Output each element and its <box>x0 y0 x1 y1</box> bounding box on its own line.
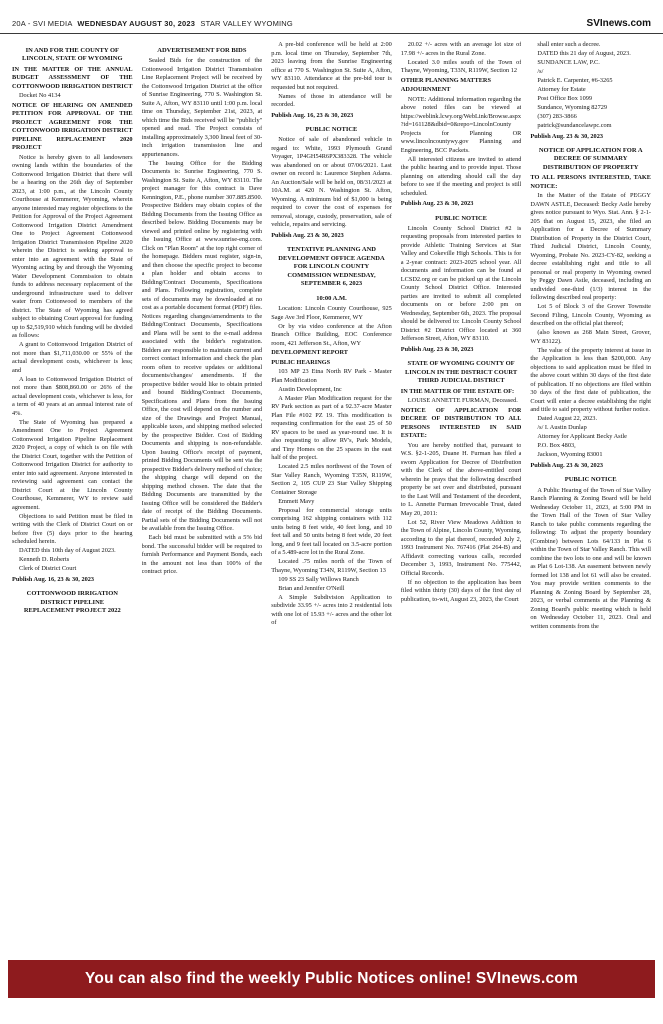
notice-paragraph: Kenneth D. Roberts <box>19 556 70 564</box>
publish-line: Publish Aug. 23 & 30, 2023 <box>400 200 474 207</box>
publish-line: Publish Aug. 23 & 30, 2023 <box>271 231 344 239</box>
notice-paragraph: Proposal for commercial storage units comprising 162 shipping containers with 112 units being 8 feet wide, 40 feet long, and 10 feet tall and 50 units being 8 feet wide, 20 feet long, and 9 feet tall located on 3.5-acre portion of a 5.489-acre lot in the Rural Zone. <box>271 506 392 557</box>
notice-paragraph: Location: Lincoln County Courthouse, 925 Sage Ave 3rd Floor, Kemmerer, WY <box>271 305 392 321</box>
header-left <box>12 19 293 28</box>
notice-paragraph: shall enter such a decree. <box>537 41 601 48</box>
notice-heading: TENTATIVE PLANNING AND DEVELOPMENT OFFICE AGENDA FOR LINCOLN COUNTY COMMISSION WEDNESDAY, SEPTEMBER 6, 2023 <box>278 246 385 288</box>
notice-subheading: TO ALL PERSONS INTERESTED, TAKE NOTICE: <box>530 174 651 190</box>
website-url: SVInews.com <box>586 18 651 29</box>
notice-paragraph: Objections to said Petition must be filed in writing with the Clerk of District Court on or before five (5) days prior to the hearing scheduled herein. <box>12 512 133 546</box>
notice-paragraph: The value of the property interest at issue in the Application is less than $200,000. Any objections to said application must be filed in the above court within 30 days of the first date of publication. If no objections are filed within 30 days of the first date of publication, the Court will enter a decree establishing the right and title to said property without further notice. <box>530 346 651 414</box>
notice-paragraph: All interested citizens are invited to attend the public hearing and to provide input. Those planning on attending should call the day before to see if the meeting and project is still scheduled. <box>400 155 522 197</box>
notice-paragraph: A Simple Subdivision Application to subdivide 33.95 +/- acres into 2 residential lots with one lot of 15.93 +/- acres and the other lot of <box>271 593 392 627</box>
notice-paragraph: 103 MP 23 Etna North RV Park - Master Plan Modification <box>271 368 392 384</box>
notice-paragraph: A Master Plan Modification request for the RV Park section as part of a 92.37-acre Master Plan File #102 PZ 19. This modification is requesting confirmation for the east 25 of 50 RV spaces to be used as year-round use. It is also requesting to allow RV's, Park Models, and Tiny Homes on the 25 spaces in the east half of the project. <box>271 394 392 462</box>
notice-heading: PUBLIC NOTICE <box>305 126 358 133</box>
notice-heading: ADVERTISEMENT FOR BIDS <box>157 47 247 54</box>
notice-paragraph: Lot 5 of Block 3 of the Grover Townsite Second Filing, Lincoln County, Wyoming as described on the official plat thereof; <box>530 303 651 328</box>
notice-paragraph: Notice is hereby given to all landowners owning lands within the boundaries of the Cottonwood Irrigation District that there will be a hearing on the 26th day of September 2023, at 1:00 p.m., at the Lincoln County Courthouse at Kemmerer, Wyoming, wherein anyone interested may register objections to the Petition for Approval of the Project Agreement Cottonwood Irrigation District Amendment One to Project Agreement Cottonwood Irrigation District Transmission Pipeline 2020 wherein the District is seeking approval to enter into an agreement with the State of Wyoming acting by and through the Wyoming Water Development Commission to obtain funds to address necessary replacement of the underground infrastructure used to deliver water from Cottonwood to members of the district. The State of Wyoming has agreed subject to obtaining Court approval for funding up to $2,519,910 which funding will be divided as follows: <box>12 153 133 340</box>
notice-heading: PUBLIC NOTICE <box>435 214 488 222</box>
notice-paragraph: If no objection to the application has been filed within thirty (30) days of the first day of publication, to-wit, August 23, 2023, the Court <box>400 578 522 603</box>
notice-paragraph: The Issuing Office for the Bidding Documents is: Sunrise Engineering, 770 S. Washington St. Suite A, Afton, WY 83110. The project manager for this contract is Dave Kennington, P.E., phone number 307.885.8500. Prospective Bidders may obtain copies of the Bidding Documents from the Issuing Office as described below. Bidding Documents may be viewed and printed online by registering with the Issuing Office at www.sunrise-eng.com. Click on "Plan Room" at the top right corner of the homepage. Bidders must register, sign-in, and then choose the specific project to become a plan holder and obtain access to Bidding/Contract Documents, Specifications and Plans. Following registration, complete sets of documents may be downloaded at no cost as a portable document format (PDF) files. Notices regarding changes/amendments to the Bidding/Contract Documents, Specifications and Plans will be sent to the e-mail address associated with the bidder's registration. Bidders are responsible to maintain current and correct contact information and check the plan room often to receive updates or additional documents/changes/ amendments. If the prospective bidder would like to obtain printed and bound Bidding/Contract Documents, Specifications and Plans from the Issuing Office, the cost will depend on the number and size of the Drawings and Project Manual, applicable taxes, and shipping method selected by the prospective Bidder. Cost of Bidding Documents and shipping is non-refundable. Upon Issuing Office's receipt of payment, printed Bidding Documents will be sent via the prospective Bidder's delivery method of choice; the shipping charge will depend on the shipping method chosen. The date that the Bidding Documents are transmitted by the Issuing Office will be considered the Bidder's date of receipt of the Bidding Documents. Partial sets of the Bidding Documents will not be available from the Issuing Office. <box>141 159 263 533</box>
notice-paragraph: (also known as 268 Main Street, Grover, WY 83122). <box>530 329 651 345</box>
notice-paragraph: Located 2.5 miles northwest of the Town of Star Valley Ranch, Wyoming T35N, R119W, Section 2, 105 CUP 23 Star Valley Shipping Container Storage <box>271 463 392 496</box>
publish-line: Publish Aug. 16, 23 & 30, 2023 <box>12 575 95 583</box>
notice-paragraph: NOTE: Additional information regarding the above noted files can be viewed at https://weblink.lcwy.org/WebLink/Browse.aspx?id=161128&dbid=0&repo=LincolnCounty Projects for Planning OR www.lincolncountywy.gov Planning and Engineering, BCC Packets. <box>400 95 522 154</box>
notices-columns <box>0 34 663 920</box>
notice-paragraph: patrick@sundancelawpc.com <box>537 122 612 129</box>
notice-column-2 <box>142 41 263 920</box>
notice-subheading: PUBLIC HEARINGS <box>271 358 331 366</box>
notice-paragraph: SUNDANCE LAW, P.C. <box>537 59 600 66</box>
notice-subheading: ADJOURNMENT <box>400 86 451 93</box>
notice-paragraph: LOUISE ANNETTE FURMAN, Deceased. <box>407 397 518 405</box>
notice-subheading: IN THE MATTER OF THE ESTATE OF: <box>400 387 515 395</box>
notice-column-5 <box>530 41 651 920</box>
notice-paragraph: /s/ <box>537 68 544 75</box>
publish-line: Publish Aug. 23 & 30, 2023 <box>530 461 603 469</box>
notice-column-4 <box>401 41 522 920</box>
notice-paragraph: Clerk of District Court <box>19 565 77 573</box>
publish-line: Publish Aug. 23 & 30, 2023 <box>400 345 474 353</box>
notice-paragraph: (307) 283-3866 <box>537 113 577 120</box>
notice-paragraph: 20.02 +/- acres with an average lot size of 17.98 +/- acres in the Rural Zone. <box>400 41 522 57</box>
notice-subheading: NOTICE OF HEARING ON AMENDED PETITION FOR APPROVAL OF THE PROJECT AGREEMENT FOR THE COTTONWOOD IRRIGATION DISTRICT PIPELINE REPLACEMENT 2020 PROJECT <box>12 101 133 152</box>
publish-line: Publish Aug. 23 & 30, 2023 <box>530 132 603 140</box>
notice-paragraph: A Public Hearing of the Town of Star Valley Ranch Planning & Zoning Board will be held Wednesday October 11, 2023, at 5:00 PM in the Town Hall of the Town of Star Valley Ranch to take public comments regarding the following: To adjust the property boundary (Combine) between Lots 64/133 in Plat 6 within the Town of Star Valley Ranch. This will combine the two lots to one and will be known as Plat 6 Lot-138. An easement between newly formed lot 138 and lot 61 will also be created. You may provide written comments to the Planning & Zoning Board by September 28, 2023, or verbal comments at the Planning & Zoning Board's public meeting which is held on Wednesday October 11, 2023. Oral and written comments from the <box>530 486 651 630</box>
banner-text: You can also find the weekly Public Notices online! SVInews.com <box>85 970 578 987</box>
notice-column-1 <box>12 41 133 920</box>
notice-subheading: IN THE MATTER OF THE ANNUAL BUDGET ASSESSMENT OF THE COTTONWOOD IRRIGATION DISTRICT <box>12 65 133 90</box>
notice-paragraph: Located .75 miles north of the Town of Thayne, Wyoming T34N, R119W, Section 13 <box>271 558 392 574</box>
notice-paragraph: Patrick E. Carpenter, #6-3265 <box>537 77 613 84</box>
notice-heading: 10:00 A.M. <box>316 294 347 302</box>
notice-paragraph: Sundance, Wyoming 82729 <box>537 104 608 111</box>
notice-subheading: DEVELOPMENT REPORT <box>271 349 348 357</box>
notice-paragraph: Post Office Box 1099 <box>537 95 593 102</box>
notice-paragraph: Notice of sale of abandoned vehicle in regard to: White, 1993 Plymouth Grand Voyager, 1P4GH54R6PX383328. The vehicle was abandoned on or about 07/06/2021. Last owner on record is: Laurence Stephen Adams. An Auction/Sale will be held on, 08/31/2023 at 10A.M. at 420 N. Washington St. Afton, Wyoming. A minimum bid of $1,000 is being required to cover the cost of expenses for removal, storage, custody, preservation, sale of vehicle, repairs and servicing. <box>271 136 392 229</box>
notice-paragraph: The State of Wyoming has prepared a Amendment One to Project Agreement Cottonwood Irrigation Pipeline Replacement 2020 Project, a copy of which is on file with the District Court, together with the Petition of Cottonwood Irrigation District for authority to enter into said agreement. Anyone interested in reviewing said agreement can contact the District Court at the Lincoln County Courthouse, Kemmerer, WY to review said agreement. <box>12 418 133 511</box>
notice-paragraph: Sealed Bids for the construction of the Cottonwood Irrigation District Transmission Line Replacement Project will be received by the Cottonwood Irrigation District at the office of Sunrise Engineering, 770 S. Washington St. Suite A, Afton, WY 83110 until 1:00 p.m. local time on Thursday, September 21st, 2023, at which time the Bids received will be "publicly" opened and read. The Project consists of installing approximately 3,300 lineal feet of 30-inch irrigation transmission line and appurtenances. <box>141 57 263 158</box>
page-header <box>0 0 663 34</box>
notice-paragraph: Each bid must be submitted with a 5% bid bond. The successful bidder will be required to furnish Performance and Payment Bonds, each in the amount not less than 100% of the contract price. <box>141 534 263 576</box>
notice-paragraph: Docket No 4134 <box>19 92 61 100</box>
issue-date: WEDNESDAY AUGUST 30, 2023 <box>77 19 196 28</box>
notice-paragraph: Austin Development, Inc <box>278 385 342 393</box>
notice-paragraph: DATED this 10th day of August 2023. <box>19 547 116 555</box>
notice-heading: PUBLIC NOTICE <box>564 476 617 484</box>
page-number: 20A - SVI MEDIA <box>12 19 73 28</box>
publish-line: Publish Aug. 16, 23 & 30, 2023 <box>271 111 354 119</box>
notice-column-3 <box>271 41 392 920</box>
notice-paragraph: Attorney for Estate <box>537 86 586 93</box>
notice-paragraph: A pre-bid conference will be held at 2:00 p.m. local time on Thursday, September 7th, 2023 leaving from the Sunrise Engineering office at 770 S. Washington St. Suite A, Afton, WY 83110. Attendance at the pre-bid tour is requested but not required. <box>271 41 392 91</box>
notice-paragraph: Lincoln County School District #2 is requesting proposals from interested parties to provide Athletic Training Services at Star Valley and Cokeville High Schools. This is for a 2-year contract: 2023-2025 school year. All documents and information can be found at LCSD2.org or can be picked up at the Lincoln County School District Office. Interested parties are invited to submit all completed documents on or before 2:00 pm on Wednesday, September 6th, 2023. The proposal should be delivered to: Lincoln County School District #2 District Office located at 360 Jefferson Street, Afton, WY 83110. <box>400 224 522 343</box>
notice-paragraph: Jackson, Wyoming 83001 <box>537 451 603 459</box>
notice-paragraph: /s/ I. Austin Dunlap <box>537 424 587 432</box>
public-notices-banner <box>8 960 655 998</box>
notice-paragraph: Emmett Mavy <box>278 497 315 505</box>
notice-heading: NOTICE OF APPLICATION FOR A DECREE OF SUMMARY DISTRIBUTION OF PROPERTY <box>538 147 643 171</box>
notice-paragraph: Lot 52, River View Meadows Addition to the Town of Alpine, Lincoln County, Wyoming, according to the plat thereof, recorded July 2, 1993 Instrument No. 767416 (Plat 264-B) and Affidavit correcting various calls, recorded December 3, 1993, Instrument No. 775442, Official Records. <box>400 518 522 577</box>
issue-location: STAR VALLEY WYOMING <box>200 19 293 28</box>
notice-paragraph: Names of those in attendance will be recorded. <box>271 92 392 108</box>
notice-paragraph: Or by via video conference at the Afton Branch Office Building, EOC Conference room, 421 Jefferson St., Afton, WY <box>271 322 392 347</box>
notice-paragraph: A loan to Cottonwood Irrigation District of not more than $808,860.00 or 26% of the actual development costs, whichever is less, for a term of 40 years at an annual interest rate of 4%. <box>12 375 133 417</box>
notice-subheading: OTHER PLANNING MATTERS <box>400 76 491 84</box>
notice-paragraph: In the Matter of the Estate of PEGGY DAWN ASTLE, Deceased: Becky Astle hereby gives notice pursuant to Wyo. Stat. Ann. § 2-1-205 that on August 15, 2023, she filed an Application for a Decree of Summary Distribution of Property in the District Court, Third Judicial District, Lincoln County, Wyoming, Probate No. 2023-CY-82, seeking a decree establishing right and title to all personal or real property in Wyoming owned by Peggy Dawn Astle, deceased, including an undivided one-third (1/3) interest in the following described real property: <box>530 192 651 302</box>
notice-paragraph: Dated August 22, 2023. <box>537 415 598 423</box>
notice-paragraph: You are hereby notified that, pursuant to W.S. §2-1-205, Duane H. Furman has filed a sworn Application for Decree of Distribution with the Clerk of the above-entitled court wherein he prays that the following described property be set over and distributed, pursuant to the Last Will and Testament of the decedent, to L. Annette Furman Irrevocable Trust, dated May 20, 2011: <box>400 441 522 517</box>
notice-paragraph: A grant to Cottonwood Irrigation District of not more than $1,711,030.00 or 55% of the actual development costs, whichever is less; and <box>12 341 133 374</box>
notice-paragraph: P.O. Box 4803, <box>537 442 576 450</box>
notice-paragraph: Attorney for Applicant Becky Astle <box>537 433 627 441</box>
notice-heading: STATE OF WYOMING COUNTY OF LINCOLN IN THE DISTRICT COURT THIRD JUDICIAL DISTRICT <box>404 360 518 385</box>
notice-heading: COTTONWOOD IRRIGATION DISTRICT PIPELINE REPLACEMENT PROJECT 2022 <box>23 590 121 615</box>
notice-paragraph: 109 SS 23 Sally Willows Ranch <box>278 575 359 583</box>
notice-heading: IN AND FOR THE COUNTY OF LINCOLN, STATE OF WYOMING <box>22 47 123 63</box>
notice-paragraph: Brian and Jennifer O'Neill <box>278 584 345 592</box>
notice-paragraph: Located 3.0 miles south of the Town of Thayne, Wyoming, T33N, R119W, Section 12 <box>400 58 522 74</box>
notice-subheading: NOTICE OF APPLICATION FOR DECREE OF DISTRIBUTION TO ALL PERSONS INTERESTED IN SAID ESTATE: <box>400 406 522 440</box>
notice-paragraph: DATED this 21 day of August, 2023. <box>537 50 631 57</box>
